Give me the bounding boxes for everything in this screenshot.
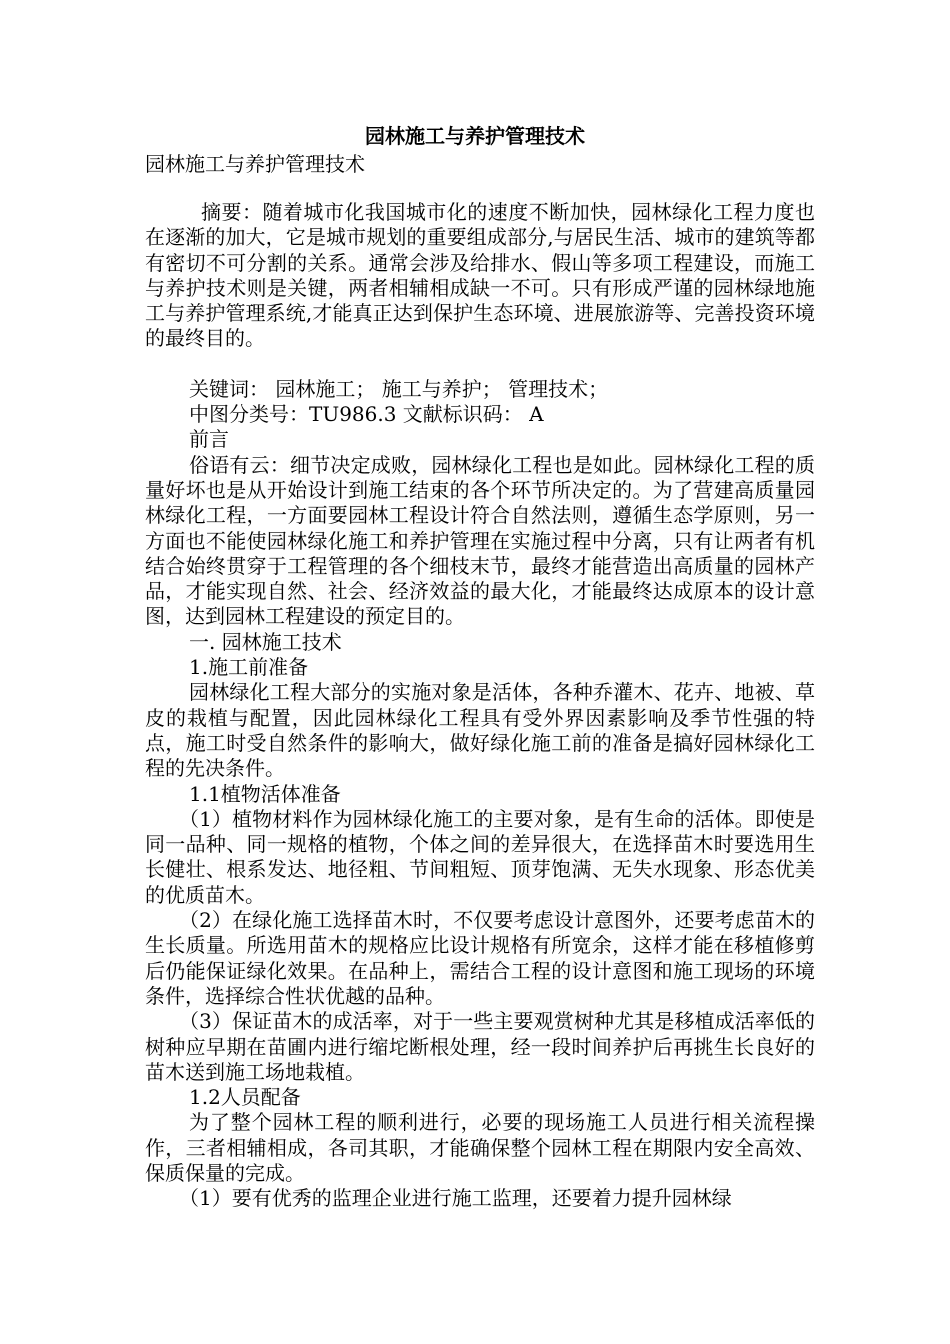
subsubsection-heading: 1.1植物活体准备 [189,781,341,806]
preface-heading: 前言 [189,427,229,452]
subsubsection-heading: 1.2人员配备 [189,1085,301,1110]
subsection-paragraph: 为了整个园林工程的顺利进行，必要的现场施工人员进行相关流程操作，三者相辅相成，各司其职，才能确保整个园林工程在期限内安全高效、保质保量的完成。 [145,1110,815,1185]
list-item: （2）在绿化施工选择苗木时，不仅要考虑设计意图外，还要考虑苗木的生长质量。所选用苗木的规格应比设计规格有所宽余，这样才能在移植修剪后仍能保证绿化效果。在品种上，需结合工程的设计意图和施工现场的环境条件，选择综合性状优越的品种。 [145,908,815,1008]
subsection-paragraph: 园林绿化工程大部分的实施对象是活体，各种乔灌木、花卉、地被、草皮的栽植与配置，因此园林绿化工程具有受外界因素影响及季节性强的特点，施工时受自然条件的影响大，做好绿化施工前的准备是搞好园林绿化工程的先决条件。 [145,680,815,781]
document-body [145,200,815,1212]
subsection-heading: 1.施工前准备 [189,655,309,680]
list-item: （1）植物材料作为园林绿化施工的主要对象，是有生命的活体。即使是同一品种、同一规格的植物，个体之间的差异很大，在选择苗木时要选用生长健壮、根系发达、地径粗、节间粗短、顶芽饱满、无失水现象、形态优美的优质苗木。 [145,806,815,907]
list-item: （3）保证苗木的成活率，对于一些主要观赏树种尤其是移植成活率低的树种应早期在苗圃内进行缩坨断根处理，经一段时间养护后再挑生长良好的苗木送到施工场地栽植。 [145,1009,815,1084]
document-title: 园林施工与养护管理技术 [365,124,585,148]
keywords-line: 关键词： 园林施工； 施工与养护； 管理技术； [189,376,609,401]
list-item: （1）要有优秀的监理企业进行施工监理，还要着力提升园林绿 [179,1186,732,1211]
preface-paragraph: 俗语有云：细节决定成败，园林绿化工程也是如此。园林绿化工程的质量好坏也是从开始设计到施工结束的各个环节所决定的。为了营建高质量园林绿化工程，一方面要园林工程设计符合自然法则，遵循生态学原则，另一方面也不能使园林绿化施工和养护管理在实施过程中分离，只有让两者有机结合始终贯穿于工程管理的各个细枝末节，最终才能营造出高质量的园林产品，才能实现自然、社会、经济效益的最大化，才能最终达成原本的设计意图，达到园林工程建设的预定目的。 [145,452,815,629]
classification-line: 中图分类号：TU986.3 文献标识码： A [189,402,544,427]
section-heading: 一. 园林施工技术 [189,629,342,654]
abstract-paragraph: 摘要：随着城市化我国城市化的速度不断加快，园林绿化工程力度也在逐渐的加大，它是城市规划的重要组成部分,与居民生活、城市的建筑等都有密切不可分割的关系。通常会涉及给排水、假山等多项工程建设，而施工与养护技术则是关键，两者相辅相成缺一不可。只有形成严谨的园林绿地施工与养护管理系统,才能真正达到保护生态环境、进展旅游等、完善投资环境的最终目的。 [145,200,815,351]
blank-line [145,352,815,377]
document-subtitle: 园林施工与养护管理技术 [145,152,365,176]
